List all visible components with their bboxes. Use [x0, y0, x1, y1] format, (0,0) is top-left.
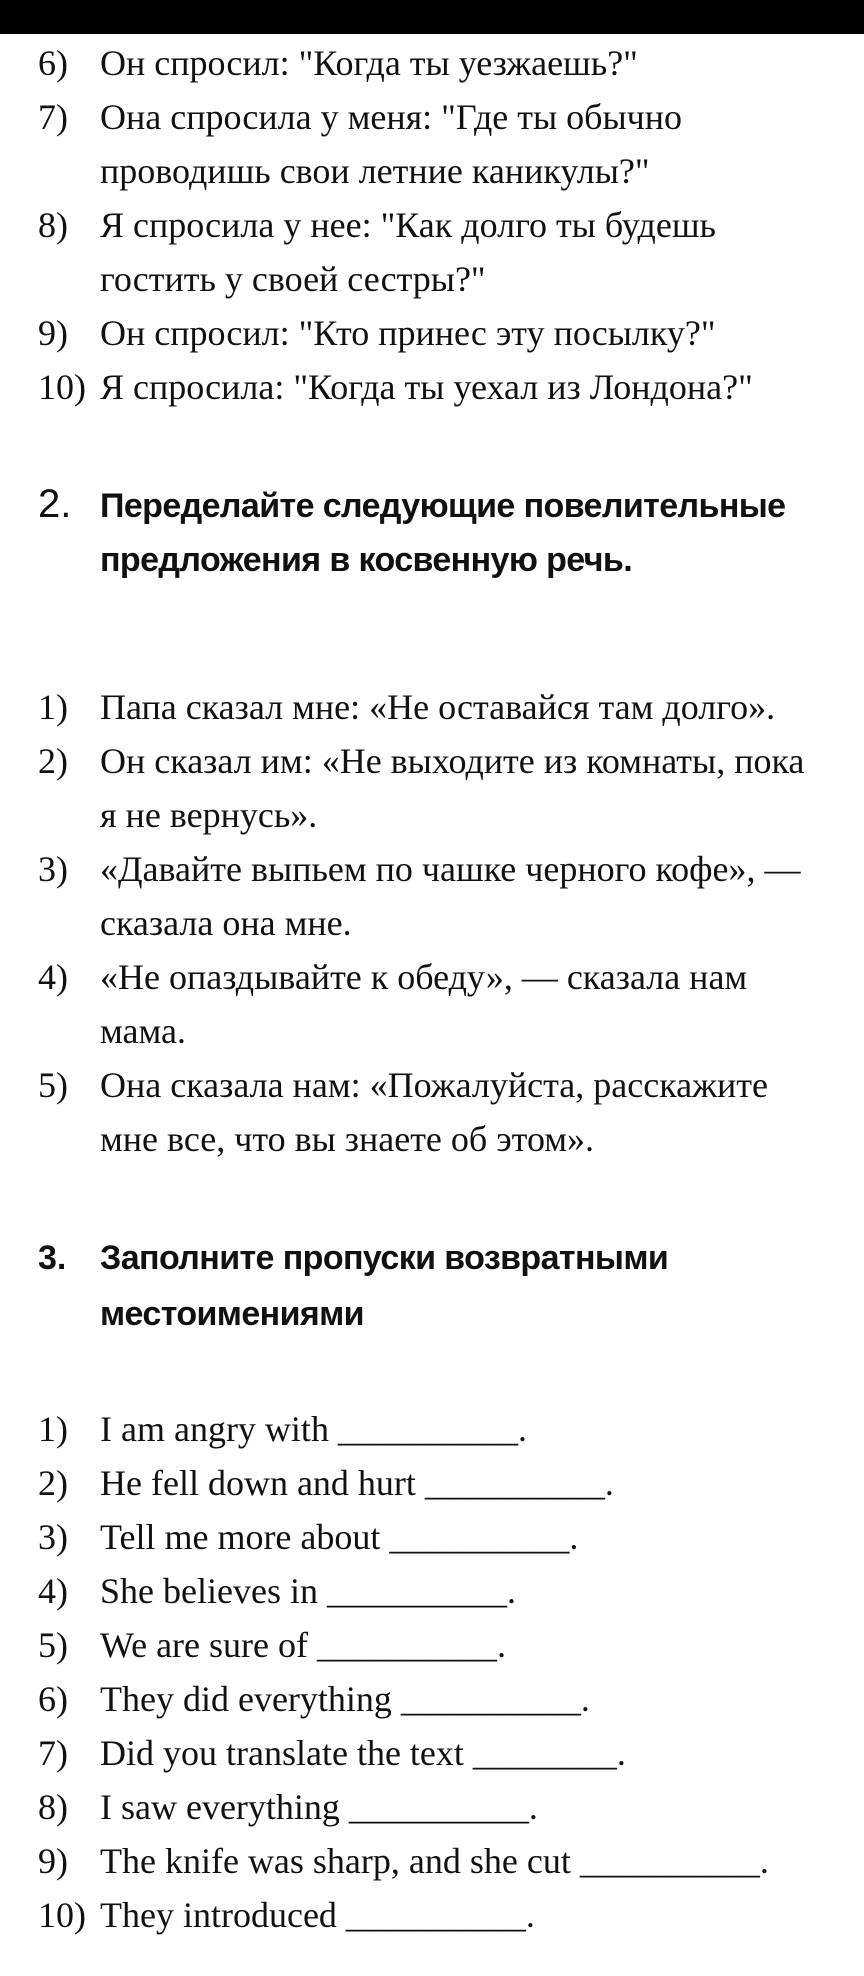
list-item	[38, 1456, 614, 1510]
item-number: 2)	[38, 1463, 68, 1503]
section-title: Заполните пропуски возвратными	[100, 1239, 669, 1277]
item-text: Tell me more about __________.	[100, 1517, 579, 1557]
item-text-continued: мне все, что вы знаете об этом».	[100, 1119, 595, 1159]
item-number: 3)	[38, 1517, 68, 1557]
item-text: I saw everything __________.	[100, 1787, 538, 1827]
item-text: They introduced __________.	[100, 1895, 535, 1935]
item-number: 8)	[38, 1787, 68, 1827]
section-heading	[38, 1230, 668, 1286]
list-item	[38, 1618, 506, 1672]
section-title: Переделайте следующие повелительные	[100, 487, 786, 525]
item-number: 6)	[38, 43, 68, 83]
section-title-continued: местоимениями	[100, 1295, 364, 1333]
item-number: 5)	[38, 1065, 68, 1105]
item-number: 7)	[38, 97, 68, 137]
list-item	[38, 1510, 578, 1564]
list-item	[38, 1564, 516, 1618]
list-item	[38, 1834, 769, 1888]
item-text: Did you translate the text ________.	[100, 1733, 626, 1773]
list-item	[38, 36, 638, 90]
item-text: She believes in __________.	[100, 1571, 516, 1611]
item-text: The knife was sharp, and she cut __________.	[100, 1841, 769, 1881]
item-number: 4)	[38, 957, 68, 997]
section-title-continued: предложения в косвенную речь.	[100, 541, 633, 579]
list-item	[38, 950, 747, 1004]
item-text: Он сказал им: «Не выходите из комнаты, пока	[100, 741, 805, 781]
item-text: He fell down and hurt __________.	[100, 1463, 614, 1503]
item-text: «Давайте выпьем по чашке черного кофе», —	[100, 849, 801, 889]
item-text-continued: гостить у своей сестры?"	[100, 259, 486, 299]
item-number: 10)	[38, 367, 86, 407]
list-item	[38, 1888, 535, 1942]
item-number: 1)	[38, 687, 68, 727]
item-text: Он спросил: "Когда ты уезжаешь?"	[100, 43, 638, 83]
list-item	[38, 360, 753, 414]
item-text: Она спросила у меня: "Где ты обычно	[100, 97, 683, 137]
item-text: Я спросила у нее: "Как долго ты будешь	[100, 205, 716, 245]
item-number: 9)	[38, 313, 68, 353]
list-item	[38, 1780, 538, 1834]
item-text: Он спросил: "Кто принес эту посылку?"	[100, 313, 716, 353]
item-text: They did everything __________.	[100, 1679, 590, 1719]
list-item	[38, 1058, 768, 1112]
document-page	[0, 34, 864, 1976]
item-text: Папа сказал мне: «Не оставайся там долго».	[100, 687, 776, 727]
item-number: 9)	[38, 1841, 68, 1881]
item-text: I am angry with __________.	[100, 1409, 527, 1449]
list-item	[38, 842, 800, 896]
section-number: 3.	[38, 1239, 67, 1277]
item-number: 10)	[38, 1895, 86, 1935]
list-item	[38, 680, 775, 734]
item-number: 4)	[38, 1571, 68, 1611]
item-text: We are sure of __________.	[100, 1625, 506, 1665]
item-number: 7)	[38, 1733, 68, 1773]
item-text-continued: мама.	[100, 1011, 187, 1051]
list-item	[38, 198, 716, 252]
item-number: 6)	[38, 1679, 68, 1719]
item-number: 5)	[38, 1625, 68, 1665]
item-number: 8)	[38, 205, 68, 245]
list-item	[38, 1672, 590, 1726]
list-item	[38, 90, 682, 144]
list-item	[38, 1402, 527, 1456]
list-item	[38, 1726, 626, 1780]
item-number: 2)	[38, 741, 68, 781]
top-bar	[0, 0, 864, 34]
item-text-continued: сказала она мне.	[100, 903, 352, 943]
item-number: 3)	[38, 849, 68, 889]
item-text-continued: проводишь свои летние каникулы?"	[100, 151, 650, 191]
item-text: «Не опаздывайте к обеду», — сказала нам	[100, 957, 748, 997]
section-number: 2.	[38, 482, 72, 526]
item-text: Она сказала нам: «Пожалуйста, расскажите	[100, 1065, 768, 1105]
item-text: Я спросила: "Когда ты уехал из Лондона?"	[100, 367, 753, 407]
list-item	[38, 734, 804, 788]
item-text-continued: я не вернусь».	[100, 795, 318, 835]
section-heading	[38, 476, 786, 534]
item-number: 1)	[38, 1409, 68, 1449]
list-item	[38, 306, 716, 360]
